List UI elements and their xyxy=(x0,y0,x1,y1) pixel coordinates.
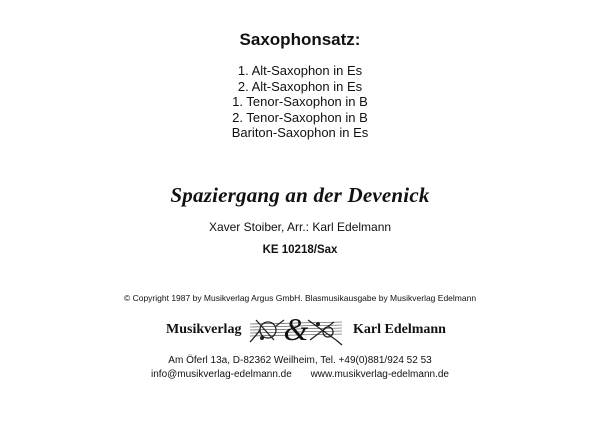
logo-ampersand: & xyxy=(283,312,309,347)
logo-right-text: Karl Edelmann xyxy=(353,322,446,337)
logo-left-text: Musikverlag xyxy=(166,322,242,337)
instrument-list xyxy=(0,63,600,141)
piece-title: Spaziergang an der Devenick xyxy=(170,183,430,207)
music-instruments-emblem-icon xyxy=(244,312,348,348)
email-link[interactable]: info@musikverlag-edelmann.de xyxy=(151,369,292,380)
instrument-item: Bariton-Saxophon in Es xyxy=(231,125,369,140)
instrument-item: 1. Alt-Saxophon in Es xyxy=(237,63,363,78)
catalog-number: KE 10218/Sax xyxy=(262,244,338,256)
copyright-notice: © Copyright 1987 by Musikverlag Argus GmbH. Blasmusikausgabe by Musikverlag Edelmann xyxy=(123,293,477,303)
instrument-item: 2. Tenor-Saxophon in B xyxy=(232,109,368,125)
publisher-logo xyxy=(0,312,600,348)
section-title: Saxophonsatz: xyxy=(239,30,361,49)
contact-line xyxy=(0,369,600,380)
instrument-item: 1. Tenor-Saxophon in B xyxy=(232,94,368,109)
instrument-item: 2. Alt-Saxophon in Es xyxy=(237,78,363,94)
publisher-address: Am Öferl 13a, D-82362 Weilheim, Tel. +49(0)881/924 52 53 xyxy=(168,355,432,366)
website-link[interactable]: www.musikverlag-edelmann.de xyxy=(310,369,449,380)
composer-line: Xaver Stoiber, Arr.: Karl Edelmann xyxy=(208,220,392,234)
